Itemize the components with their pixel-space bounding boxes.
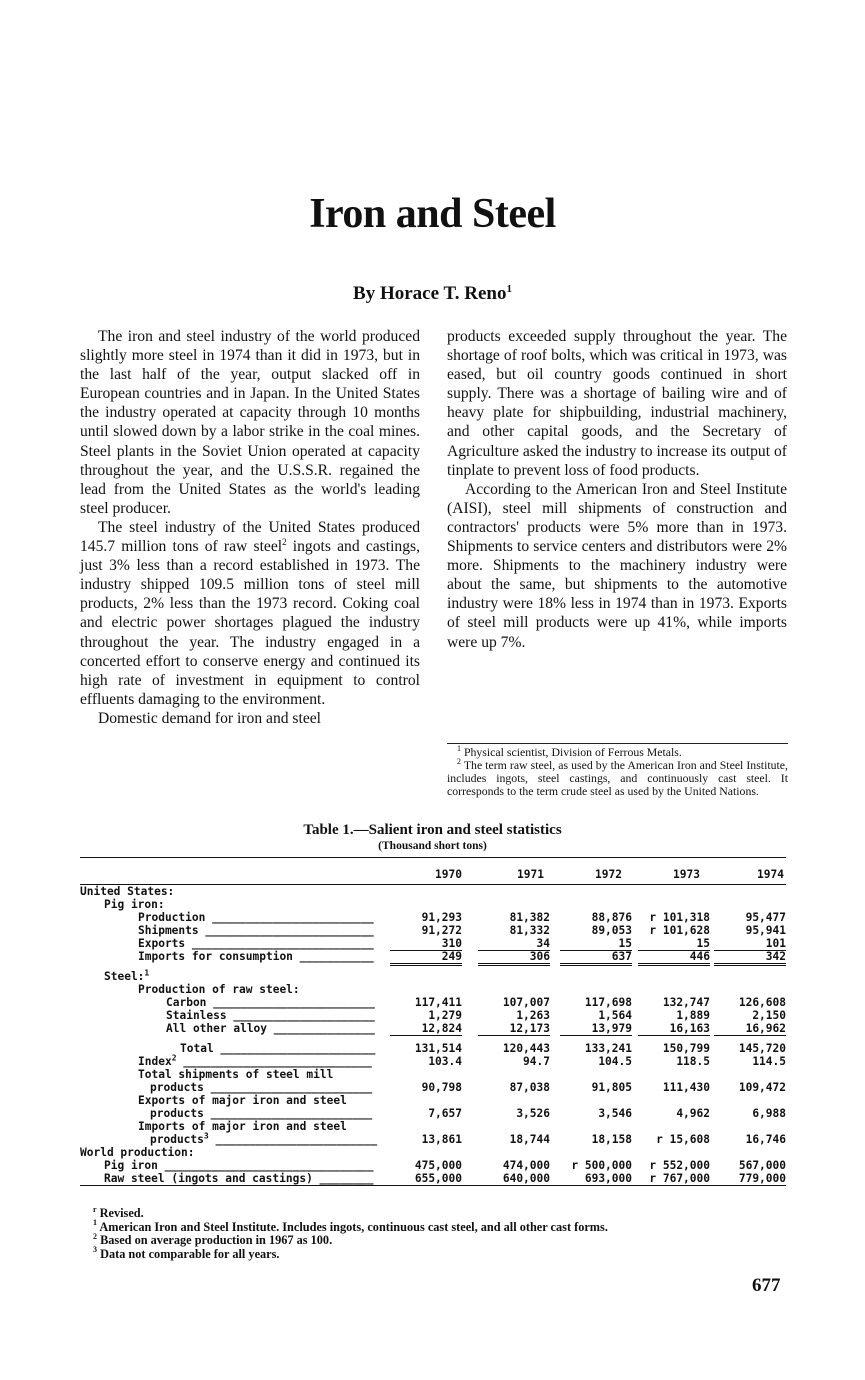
table-cell: 3,546 <box>598 1107 632 1120</box>
table-cell: r 552,000 <box>649 1159 710 1172</box>
table-subcaption: (Thousand short tons) <box>378 840 487 852</box>
row-gap <box>80 1035 786 1042</box>
table-cell: 90,798 <box>421 1081 462 1094</box>
row-label-text: Carbon <box>166 996 207 1009</box>
table-row <box>80 1068 786 1081</box>
note-text: Data not comparable for all years. <box>100 1246 280 1261</box>
byline <box>0 283 865 305</box>
paragraph-text: The steel industry of the United States produced 145.7 million tons of raw steel <box>80 518 420 556</box>
table-row <box>80 1133 786 1146</box>
table-cell: r 767,000 <box>649 1172 710 1185</box>
footnote <box>447 759 788 798</box>
table-cell: 1,889 <box>676 1009 710 1022</box>
table-cell: 13,861 <box>421 1133 462 1146</box>
note-mark: r <box>93 1204 97 1214</box>
leader-dots: ____________________________ <box>176 1055 372 1068</box>
table-cell: 111,430 <box>662 1081 710 1094</box>
leader-dots: ________ <box>312 1172 374 1185</box>
row-label <box>138 1120 347 1133</box>
table-cell: 91,805 <box>591 1081 632 1094</box>
table-cell: 117,698 <box>584 996 632 1009</box>
table-row <box>80 1009 786 1022</box>
paragraph: According to the American Iron and Steel Institute (AISI), steel mill shipments of construction and contractors' products were 5% more than in 1973. Shipments to service centers and distributors were 2% more. Shipments to the machinery industry were about the same, but shipments to the automotive industry were 18% less in 1974 than in 1973. Exports of steel mill products were up 41%, while imports were up 7%. <box>447 480 787 651</box>
table-cell: 120,443 <box>502 1042 550 1055</box>
leader-dots: ________________________ <box>206 996 375 1009</box>
row-label-text: products <box>150 1107 204 1120</box>
table-cell: 2,150 <box>752 1009 786 1022</box>
table-cell: 81,332 <box>509 924 550 937</box>
row-label-text: Exports <box>138 937 186 950</box>
table-cell: 107,007 <box>502 996 550 1009</box>
table-cell: 118.5 <box>676 1055 710 1068</box>
table-cell: 132,747 <box>662 996 710 1009</box>
table-cell: 342 <box>714 950 786 966</box>
row-label <box>138 1055 372 1068</box>
table-row <box>80 1107 786 1120</box>
row-label <box>138 1094 347 1107</box>
leader-dots: ___________ <box>292 950 374 963</box>
row-label-text: Steel: <box>104 970 145 983</box>
paragraph: products exceeded supply throughout the year. The shortage of roof bolts, which was critical in 1973, was eased, but oil country goods continued in short supply. There was a shortage of bailing wire and of heavy plate for shipbuilding, industrial machinery, and other capital goods, and the Secretary of Agriculture asked the industry to increase its output of tinplate to prevent loss of food products. <box>447 328 787 479</box>
row-note-mark: 1 <box>144 968 150 978</box>
row-label <box>104 898 165 911</box>
table-row <box>80 1120 786 1133</box>
row-note-mark: 3 <box>203 1131 209 1141</box>
year-header: 1973 <box>673 868 700 881</box>
row-label <box>180 1042 375 1055</box>
table-cell: 474,000 <box>502 1159 550 1172</box>
table-cell: 249 <box>390 950 462 966</box>
row-label-text: products <box>150 1133 204 1146</box>
statistics-table <box>80 857 786 1186</box>
table-cell: 16,962 <box>714 1022 786 1036</box>
footnote-text: Physical scientist, Division of Ferrous Metals. <box>463 745 682 759</box>
table-row <box>80 1042 786 1055</box>
row-label <box>104 1172 373 1185</box>
table-cell: 1,564 <box>598 1009 632 1022</box>
footnote-text: The term raw steel, as used by the American Iron and Steel Institute, includes ingots, steel castings, and continuously cast steel. It corresponds to the term crude steel as used by the United Nations. <box>447 758 788 798</box>
table-row <box>80 937 786 950</box>
table-cell: 655,000 <box>414 1172 462 1185</box>
table-row <box>80 1022 786 1035</box>
table-cell: 89,053 <box>591 924 632 937</box>
table-cell: 150,799 <box>662 1042 710 1055</box>
row-label-text: Total <box>180 1042 214 1055</box>
leader-dots: _____________________ <box>226 1009 375 1022</box>
table-cell: 109,472 <box>738 1081 786 1094</box>
table-row <box>80 970 786 983</box>
table-cell: 87,038 <box>509 1081 550 1094</box>
row-label <box>80 885 174 898</box>
row-label <box>138 924 374 937</box>
row-label-text: Pig iron: <box>104 898 165 911</box>
table-cell: 95,477 <box>745 911 786 924</box>
row-label-text: All other alloy <box>166 1022 268 1035</box>
table-row <box>80 996 786 1009</box>
row-label-text: Stainless <box>166 1009 227 1022</box>
leader-dots: _________________________ <box>198 924 374 937</box>
table-cell: 81,382 <box>509 911 550 924</box>
row-label <box>150 1133 377 1146</box>
row-label <box>150 1081 372 1094</box>
table-body <box>80 885 786 1186</box>
table-cell: r 15,608 <box>656 1133 710 1146</box>
table-cell: 779,000 <box>738 1172 786 1185</box>
footnote-ref: 2 <box>282 536 287 547</box>
left-column <box>80 327 420 728</box>
table-row <box>80 1055 786 1068</box>
row-label-text: United States: <box>80 885 175 898</box>
table-cell: 114.5 <box>752 1055 786 1068</box>
row-label-text: Index <box>138 1055 172 1068</box>
footnote-mark: 1 <box>457 744 461 754</box>
table-cell: 94.7 <box>523 1055 550 1068</box>
table-cell: 126,608 <box>738 996 786 1009</box>
row-label-text: Imports for consumption <box>138 950 293 963</box>
table-cell: 637 <box>560 950 632 966</box>
leader-dots: _______________________ <box>213 1042 376 1055</box>
table-cell: 34 <box>478 937 550 951</box>
table-cell: 145,720 <box>738 1042 786 1055</box>
table-cell: 6,988 <box>752 1107 786 1120</box>
leader-dots: _______________________________ <box>157 1159 374 1172</box>
table-cell: 88,876 <box>591 911 632 924</box>
table-cell: 1,263 <box>516 1009 550 1022</box>
table-note <box>93 1218 793 1235</box>
row-label <box>138 937 374 950</box>
author-name: By Horace T. Reno <box>353 283 507 305</box>
row-label <box>166 1022 375 1035</box>
row-label-text: World production: <box>80 1146 195 1159</box>
table-cell: 310 <box>390 937 462 951</box>
table-row <box>80 924 786 937</box>
year-header: 1974 <box>757 868 784 881</box>
note-mark: 1 <box>93 1218 97 1228</box>
table-cell: 12,824 <box>390 1022 462 1036</box>
leader-dots: _______________ <box>267 1022 375 1035</box>
row-label <box>138 1068 333 1081</box>
table-cell: 101 <box>714 937 786 951</box>
row-label <box>166 1009 375 1022</box>
note-text: Revised. <box>99 1206 144 1220</box>
table-notes <box>93 1204 793 1261</box>
paragraph-text: ingots and castings, just 3% less than a record established in 1973. The industry shipped 109.5 million tons of steel mill products, 2% less than the 1973 record. Coking coal and electric power shortages plagued the industry throughout the year. The industry engaged in a concerted effort to conserve energy and continued its high rate of investment in equipment to control effluents damaging to the environment. <box>80 538 420 708</box>
table-note <box>93 1245 793 1262</box>
table-cell: 18,158 <box>591 1133 632 1146</box>
table-row <box>80 911 786 924</box>
row-label-text: Pig iron <box>104 1159 158 1172</box>
right-column <box>447 327 787 652</box>
table-cell: r 101,628 <box>649 924 710 937</box>
table-row <box>80 983 786 996</box>
row-label-text: Shipments <box>138 924 199 937</box>
year-header: 1970 <box>435 868 462 881</box>
row-label <box>80 1146 195 1159</box>
page-title: Iron and Steel <box>309 191 556 237</box>
table-cell: 133,241 <box>584 1042 632 1055</box>
row-label-text: Production of raw steel: <box>138 983 300 996</box>
row-label <box>138 983 300 996</box>
table-note <box>93 1231 793 1248</box>
table-cell: 91,272 <box>421 924 462 937</box>
year-header: 1972 <box>595 868 622 881</box>
note-text: American Iron and Steel Institute. Includes ingots, continuous cast steel, and all other cast forms. <box>99 1219 608 1234</box>
row-label-text: Raw steel (ingots and castings) <box>104 1172 313 1185</box>
table-cell: 4,962 <box>676 1107 710 1120</box>
note-text: Based on average production in 1967 as 100. <box>100 1233 333 1247</box>
table-cell: 3,526 <box>516 1107 550 1120</box>
leader-dots: ________________________ <box>203 1081 373 1094</box>
row-label <box>138 950 374 963</box>
table-cell: 693,000 <box>584 1172 632 1185</box>
note-mark: 2 <box>93 1231 97 1241</box>
table-cell: 567,000 <box>738 1159 786 1172</box>
table-cell: 12,173 <box>478 1022 550 1036</box>
page-footnotes <box>447 743 788 798</box>
table-cell: 131,514 <box>414 1042 462 1055</box>
paragraph: The iron and steel industry of the world produced slightly more steel in 1974 than it did in 1973, but in the last half of the year, output slacked off in European countries and in Japan. In the United States the industry operated at capacity through 10 months until slowed down by a labor strike in the coal mines. Steel plants in the Soviet Union operated at capacity throughout the year, and the U.S.S.R. regained the lead from the United States as the world's leading steel producer. <box>80 328 420 517</box>
table-row <box>80 1159 786 1172</box>
byline-footnote-mark: 1 <box>506 283 512 295</box>
table-cell: r 500,000 <box>571 1159 632 1172</box>
table-cell: 117,411 <box>414 996 462 1009</box>
table-header <box>80 858 786 885</box>
table-note <box>93 1204 793 1221</box>
table-row <box>80 1081 786 1094</box>
table-cell: 306 <box>478 950 550 966</box>
row-label <box>166 996 375 1009</box>
table-cell: r 101,318 <box>649 911 710 924</box>
table-cell: 640,000 <box>502 1172 550 1185</box>
leader-dots: ________________________ <box>208 1133 378 1146</box>
table-cell: 15 <box>560 937 632 951</box>
table-cell: 16,163 <box>638 1022 710 1036</box>
paragraph <box>80 518 420 709</box>
row-label-text: Total shipments of steel mill <box>138 1068 334 1081</box>
footnote-mark: 2 <box>457 757 461 767</box>
table-row <box>80 1146 786 1159</box>
row-note-mark: 2 <box>171 1053 177 1063</box>
leader-dots: ________________________ <box>203 1107 373 1120</box>
row-label <box>104 1159 373 1172</box>
table-cell: 18,744 <box>509 1133 550 1146</box>
table-cell: 1,279 <box>428 1009 462 1022</box>
table-cell: 91,293 <box>421 911 462 924</box>
table-cell: 104.5 <box>598 1055 632 1068</box>
row-label <box>138 911 374 924</box>
table-cell: 446 <box>638 950 710 966</box>
page-number: 677 <box>752 1275 781 1296</box>
table-row <box>80 950 786 963</box>
row-label-text: Production <box>138 911 206 924</box>
row-label <box>150 1107 372 1120</box>
table-cell: 103.4 <box>428 1055 462 1068</box>
table-cell: 15 <box>638 937 710 951</box>
row-label-text: products <box>150 1081 204 1094</box>
table-caption: Table 1.—Salient iron and steel statistics <box>303 822 562 838</box>
row-label-text: Exports of major iron and steel <box>138 1094 347 1107</box>
table-row <box>80 1094 786 1107</box>
table-cell: 13,979 <box>560 1022 632 1036</box>
row-label-text: Imports of major iron and steel <box>138 1120 347 1133</box>
table-row <box>80 885 786 898</box>
row-label <box>104 970 149 983</box>
table-row <box>80 898 786 911</box>
table-cell: 7,657 <box>428 1107 462 1120</box>
paragraph: Domestic demand for iron and steel <box>98 709 322 727</box>
note-mark: 3 <box>93 1245 97 1255</box>
table-row <box>80 1172 786 1186</box>
leader-dots: ________________________ <box>205 911 374 924</box>
leader-dots: ___________________________ <box>185 937 374 950</box>
table-cell: 16,746 <box>745 1133 786 1146</box>
table-cell: 475,000 <box>414 1159 462 1172</box>
year-header: 1971 <box>517 868 544 881</box>
table-cell: 95,941 <box>745 924 786 937</box>
